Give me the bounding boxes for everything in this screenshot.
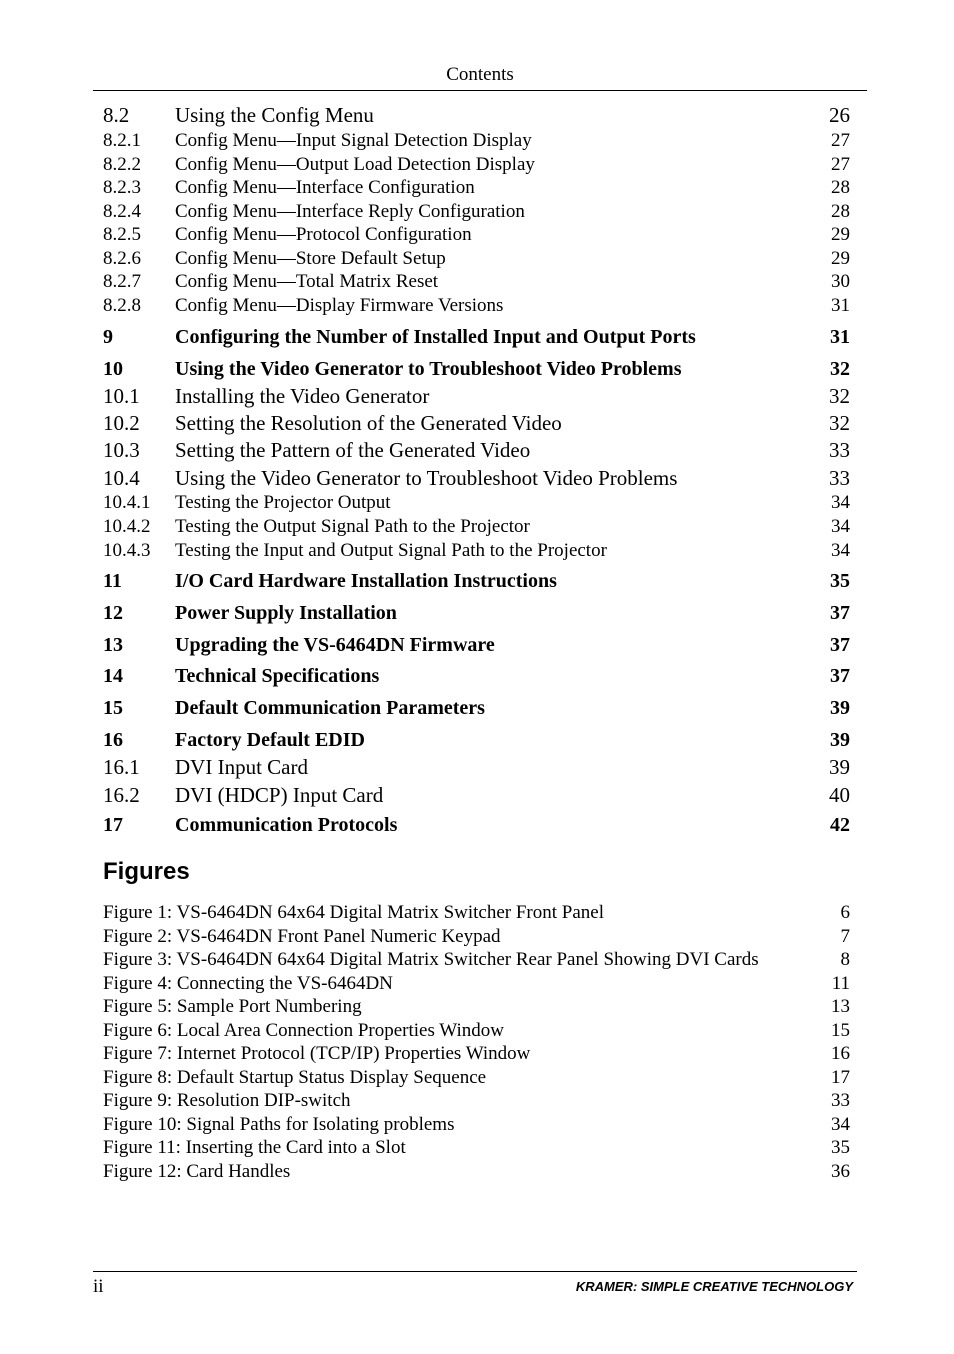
toc-entry-number: 8.2.8 bbox=[103, 295, 141, 316]
toc-entry-page: 39 bbox=[829, 755, 850, 779]
toc-entry-page: 37 bbox=[830, 602, 850, 624]
toc-entry-number: 8.2.6 bbox=[103, 248, 141, 269]
footer-brand: KRAMER: SIMPLE CREATIVE TECHNOLOGY bbox=[575, 1279, 853, 1294]
toc-entry-number: 8.2.2 bbox=[103, 154, 141, 175]
toc-entry-number: 8.2.3 bbox=[103, 177, 141, 198]
figure-entry-page: 13 bbox=[831, 996, 850, 1017]
toc-entry-number: 16.2 bbox=[103, 783, 140, 807]
toc-entry-title: Testing the Projector Output bbox=[175, 492, 391, 513]
toc-entry-title: Testing the Output Signal Path to the Projector bbox=[175, 516, 530, 537]
toc-entry-number: 10.4.2 bbox=[103, 516, 151, 537]
toc-entry-number: 10.4 bbox=[103, 466, 140, 490]
toc-entry-page: 27 bbox=[831, 154, 850, 175]
toc-entry-page: 32 bbox=[830, 358, 850, 380]
toc-entry-title: Installing the Video Generator bbox=[175, 384, 430, 408]
footer-page-number: ii bbox=[93, 1276, 104, 1297]
toc-entry-number: 11 bbox=[103, 570, 122, 592]
toc-entry-title: Config Menu—Interface Reply Configuration bbox=[175, 201, 525, 222]
toc-entry-title: Default Communication Parameters bbox=[175, 697, 485, 719]
toc-entry-number: 8.2.5 bbox=[103, 224, 141, 245]
toc-entry-number: 9 bbox=[103, 326, 113, 348]
figure-entry-page: 33 bbox=[831, 1090, 850, 1111]
toc-entry-page: 31 bbox=[830, 326, 850, 348]
toc-entry-page: 31 bbox=[831, 295, 850, 316]
toc-entry-title: Using the Video Generator to Troubleshoot Video Problems bbox=[175, 358, 682, 380]
toc-entry-page: 37 bbox=[830, 634, 850, 656]
toc-entry-title: I/O Card Hardware Installation Instructions bbox=[175, 570, 557, 592]
toc-entry-number: 16 bbox=[103, 729, 123, 751]
toc-entry-number: 10.4.1 bbox=[103, 492, 151, 513]
toc-entry-page: 34 bbox=[831, 516, 850, 537]
toc-entry-page: 28 bbox=[831, 201, 850, 222]
toc-entry-page: 33 bbox=[829, 438, 850, 462]
figure-entry-page: 7 bbox=[840, 925, 850, 947]
figure-entry-page: 15 bbox=[831, 1019, 850, 1041]
figure-entry-title: Figure 3: VS-6464DN 64x64 Digital Matrix Switcher Rear Panel Showing DVI Cards bbox=[103, 949, 759, 970]
figure-entry-title: Figure 1: VS-6464DN 64x64 Digital Matrix Switcher Front Panel bbox=[103, 902, 605, 923]
toc-entry-title: Power Supply Installation bbox=[175, 602, 397, 624]
toc-entry-page: 29 bbox=[831, 224, 850, 245]
page-header-title: Contents bbox=[446, 64, 514, 85]
toc-entry-page: 29 bbox=[831, 248, 850, 269]
figure-entry-page: 36 bbox=[831, 1160, 850, 1182]
toc-entry-number: 15 bbox=[103, 697, 123, 719]
toc-entry-title: Testing the Input and Output Signal Path to the Projector bbox=[175, 540, 607, 561]
figure-entry-title: Figure 7: Internet Protocol (TCP/IP) Properties Window bbox=[103, 1043, 531, 1064]
toc-entry-title: Communication Protocols bbox=[175, 814, 398, 836]
figure-entry-page: 34 bbox=[831, 1113, 850, 1135]
toc-entry-number: 16.1 bbox=[103, 755, 140, 779]
figure-entry-title: Figure 2: VS-6464DN Front Panel Numeric Keypad bbox=[103, 925, 501, 947]
figure-entry-title: Figure 10: Signal Paths for Isolating problems bbox=[103, 1113, 455, 1135]
toc-entry-page: 32 bbox=[829, 411, 850, 435]
figure-entry-title: Figure 11: Inserting the Card into a Slot bbox=[103, 1137, 406, 1158]
toc-entry-number: 8.2 bbox=[103, 103, 130, 127]
toc-entry-number: 10.4.3 bbox=[103, 540, 151, 561]
figure-entry-page: 11 bbox=[831, 972, 850, 994]
toc-entry-title: Config Menu—Protocol Configuration bbox=[175, 224, 472, 245]
toc-entry-title: Setting the Resolution of the Generated Video bbox=[175, 411, 562, 435]
figure-entry-page: 8 bbox=[840, 949, 850, 970]
toc-entry-title: Config Menu—Input Signal Detection Display bbox=[175, 130, 532, 151]
toc-entry-title: Setting the Pattern of the Generated Video bbox=[175, 438, 531, 462]
toc-entry-number: 10.2 bbox=[103, 411, 140, 435]
footer-rule bbox=[93, 1271, 857, 1272]
toc-entry-title: Configuring the Number of Installed Input and Output Ports bbox=[175, 326, 696, 348]
figure-entry-page: 35 bbox=[831, 1137, 850, 1158]
toc-entry-page: 42 bbox=[830, 814, 850, 836]
toc-entry-number: 8.2.1 bbox=[103, 130, 141, 151]
figure-entry-page: 16 bbox=[831, 1043, 850, 1064]
toc-entry-page: 40 bbox=[829, 783, 850, 807]
toc-entry-title: Config Menu—Output Load Detection Display bbox=[175, 154, 535, 175]
toc-entry-title: Factory Default EDID bbox=[175, 729, 365, 751]
toc-entry-page: 35 bbox=[830, 570, 850, 592]
figure-entry-title: Figure 5: Sample Port Numbering bbox=[103, 996, 362, 1017]
toc-entry-page: 34 bbox=[831, 540, 850, 561]
toc-entry-number: 8.2.7 bbox=[103, 271, 141, 292]
toc-entry-number: 8.2.4 bbox=[103, 201, 141, 222]
toc-entry-title: Technical Specifications bbox=[175, 665, 380, 687]
figure-entry-title: Figure 12: Card Handles bbox=[103, 1160, 291, 1182]
toc-entry-page: 37 bbox=[830, 665, 850, 687]
toc-entry-number: 10.1 bbox=[103, 384, 140, 408]
toc-entry-number: 13 bbox=[103, 634, 123, 656]
figure-entry-page: 17 bbox=[831, 1066, 850, 1088]
figure-entry-title: Figure 4: Connecting the VS-6464DN bbox=[103, 972, 393, 994]
toc-entry-page: 26 bbox=[829, 103, 850, 127]
toc-entry-number: 14 bbox=[103, 665, 123, 687]
header-rule bbox=[93, 90, 867, 91]
figure-entry-page: 6 bbox=[840, 902, 850, 923]
figure-entry-title: Figure 6: Local Area Connection Properties Window bbox=[103, 1019, 504, 1041]
toc-entry-number: 12 bbox=[103, 602, 123, 624]
toc-entry-page: 39 bbox=[830, 729, 850, 751]
toc-entry-number: 10 bbox=[103, 358, 123, 380]
toc-entry-number: 10.3 bbox=[103, 438, 140, 462]
toc-entry-page: 32 bbox=[829, 384, 850, 408]
figure-entry-title: Figure 9: Resolution DIP-switch bbox=[103, 1090, 351, 1111]
toc-entry-page: 33 bbox=[829, 466, 850, 490]
toc-entry-title: DVI (HDCP) Input Card bbox=[175, 783, 384, 807]
toc-entry-title: Config Menu—Display Firmware Versions bbox=[175, 295, 504, 316]
toc-entry-title: Using the Config Menu bbox=[175, 103, 374, 127]
toc-entry-page: 30 bbox=[831, 271, 850, 292]
figure-entry-title: Figure 8: Default Startup Status Display Sequence bbox=[103, 1066, 487, 1088]
toc-entry-title: Upgrading the VS-6464DN Firmware bbox=[175, 634, 495, 656]
toc-entry-number: 17 bbox=[103, 814, 123, 836]
toc-entry-title: Config Menu—Store Default Setup bbox=[175, 248, 446, 269]
toc-entry-page: 39 bbox=[830, 697, 850, 719]
toc-entry-page: 28 bbox=[831, 177, 850, 198]
figures-heading: Figures bbox=[103, 858, 190, 885]
toc-entry-page: 34 bbox=[831, 492, 850, 513]
toc-entry-title: Config Menu—Total Matrix Reset bbox=[175, 271, 439, 292]
toc-entry-title: Using the Video Generator to Troubleshoot Video Problems bbox=[175, 466, 678, 490]
toc-entry-page: 27 bbox=[831, 130, 850, 151]
toc-entry-title: Config Menu—Interface Configuration bbox=[175, 177, 475, 198]
toc-entry-title: DVI Input Card bbox=[175, 755, 308, 779]
